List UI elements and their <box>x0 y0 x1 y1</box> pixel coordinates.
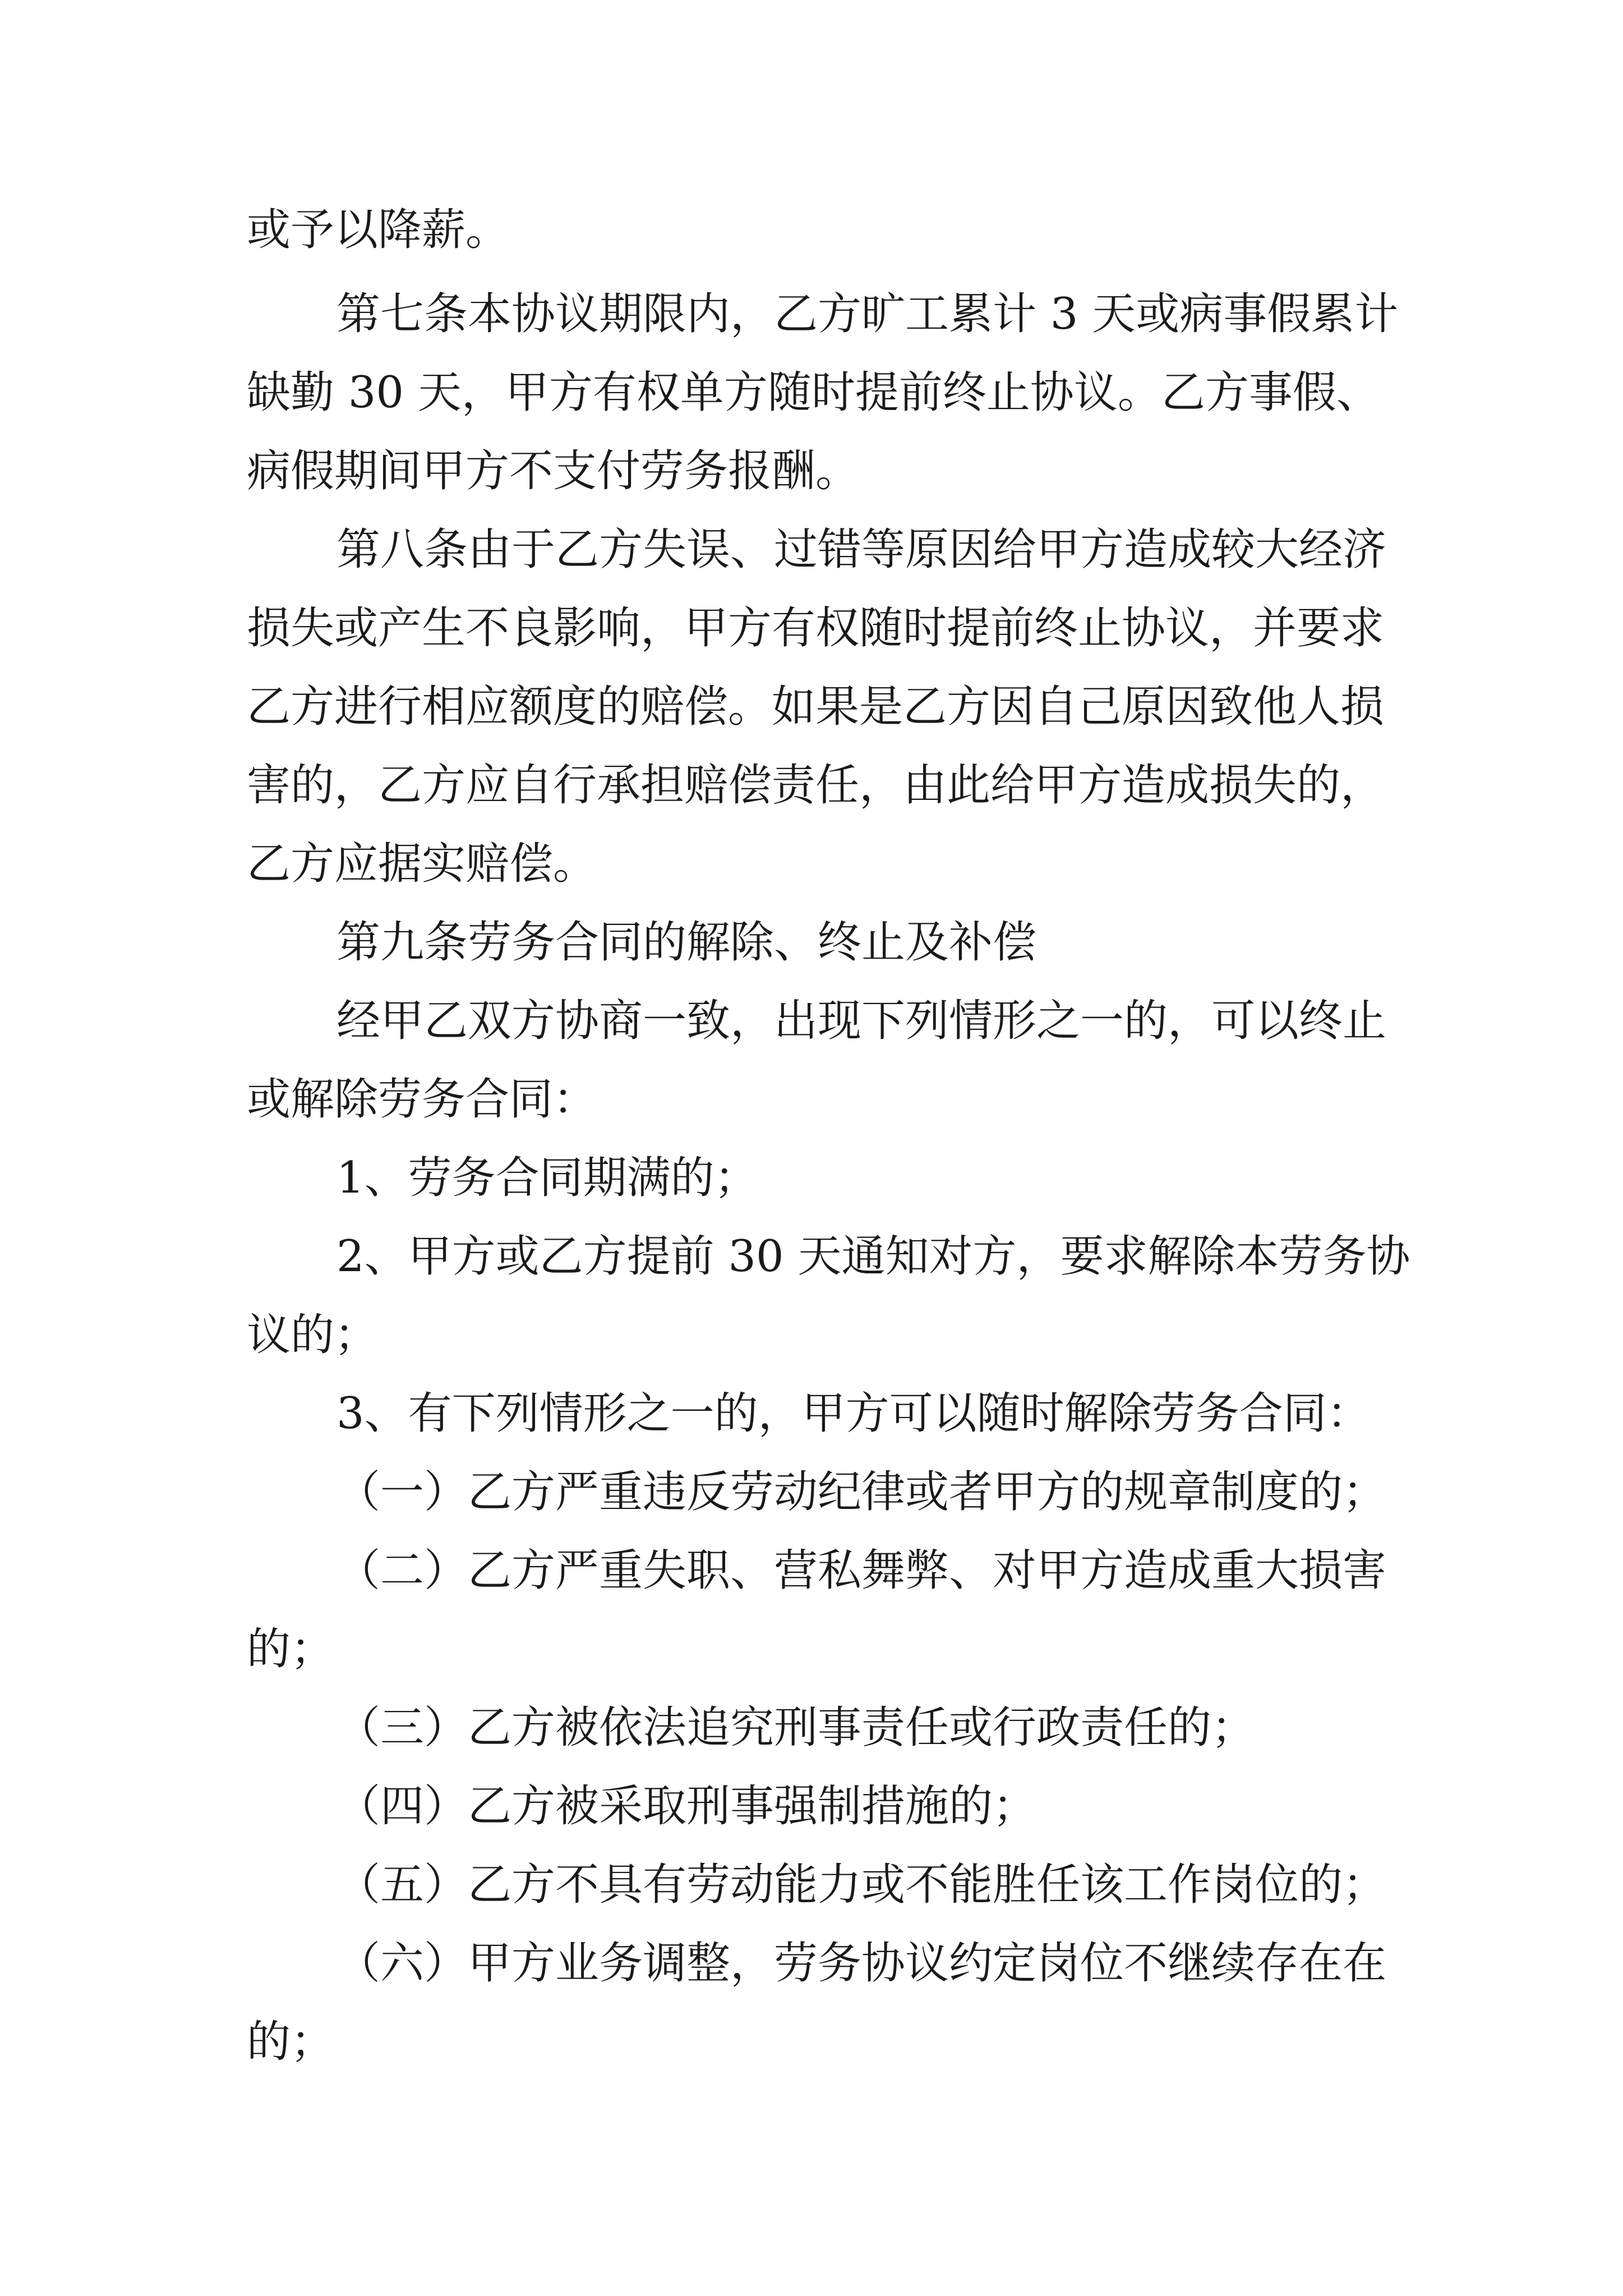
section-heading: 第九条劳务合同的解除、终止及补偿 <box>336 917 1037 968</box>
list-item: （四）乙方被采取刑事强制措施的； <box>336 1781 1037 1832</box>
list-item: 3、有下列情形之一的，甲方可以随时解除劳务合同： <box>336 1388 1371 1439</box>
text-line: 害的，乙方应自行承担赔偿责任，由此给甲方造成损失的， <box>247 760 1385 811</box>
text-line: 经甲乙双方协商一致，出现下列情形之一的，可以终止 <box>336 996 1387 1046</box>
list-item: （三）乙方被依法追究刑事责任或行政责任的； <box>336 1703 1256 1753</box>
text-line: 第八条由于乙方失误、过错等原因给甲方造成较大经济 <box>336 524 1387 575</box>
text-line: 病假期间甲方不支付劳务报酬。 <box>247 446 860 496</box>
text-line: 或解除劳务合同： <box>247 1074 597 1125</box>
text-line: 的； <box>247 2017 335 2067</box>
text-line: 乙方进行相应额度的赔偿。如果是乙方因自己原因致他人损 <box>247 682 1385 732</box>
list-item: 2、甲方或乙方提前 30 天通知对方，要求解除本劳务协 <box>336 1231 1410 1282</box>
list-item: （六）甲方业务调整，劳务协议约定岗位不继续存在在 <box>336 1938 1387 1989</box>
text-line: 缺勤 30 天，甲方有权单方随时提前终止协议。乙方事假、 <box>247 367 1380 418</box>
list-item: （五）乙方不具有劳动能力或不能胜任该工作岗位的； <box>336 1860 1387 1910</box>
list-item: 1、劳务合同期满的； <box>336 1153 758 1203</box>
list-item: （二）乙方严重失职、营私舞弊、对甲方造成重大损害 <box>336 1545 1387 1596</box>
text-line: 第七条本协议期限内，乙方旷工累计 3 天或病事假累计 <box>336 289 1399 339</box>
text-line: 损失或产生不良影响，甲方有权随时提前终止协议，并要求 <box>247 603 1385 654</box>
text-line: 乙方应据实赔偿。 <box>247 839 597 889</box>
text-line: 议的； <box>247 1310 379 1360</box>
list-item: （一）乙方严重违反劳动纪律或者甲方的规章制度的； <box>336 1467 1387 1517</box>
text-line: 或予以降薪。 <box>247 205 510 255</box>
text-line: 的； <box>247 1624 335 1674</box>
